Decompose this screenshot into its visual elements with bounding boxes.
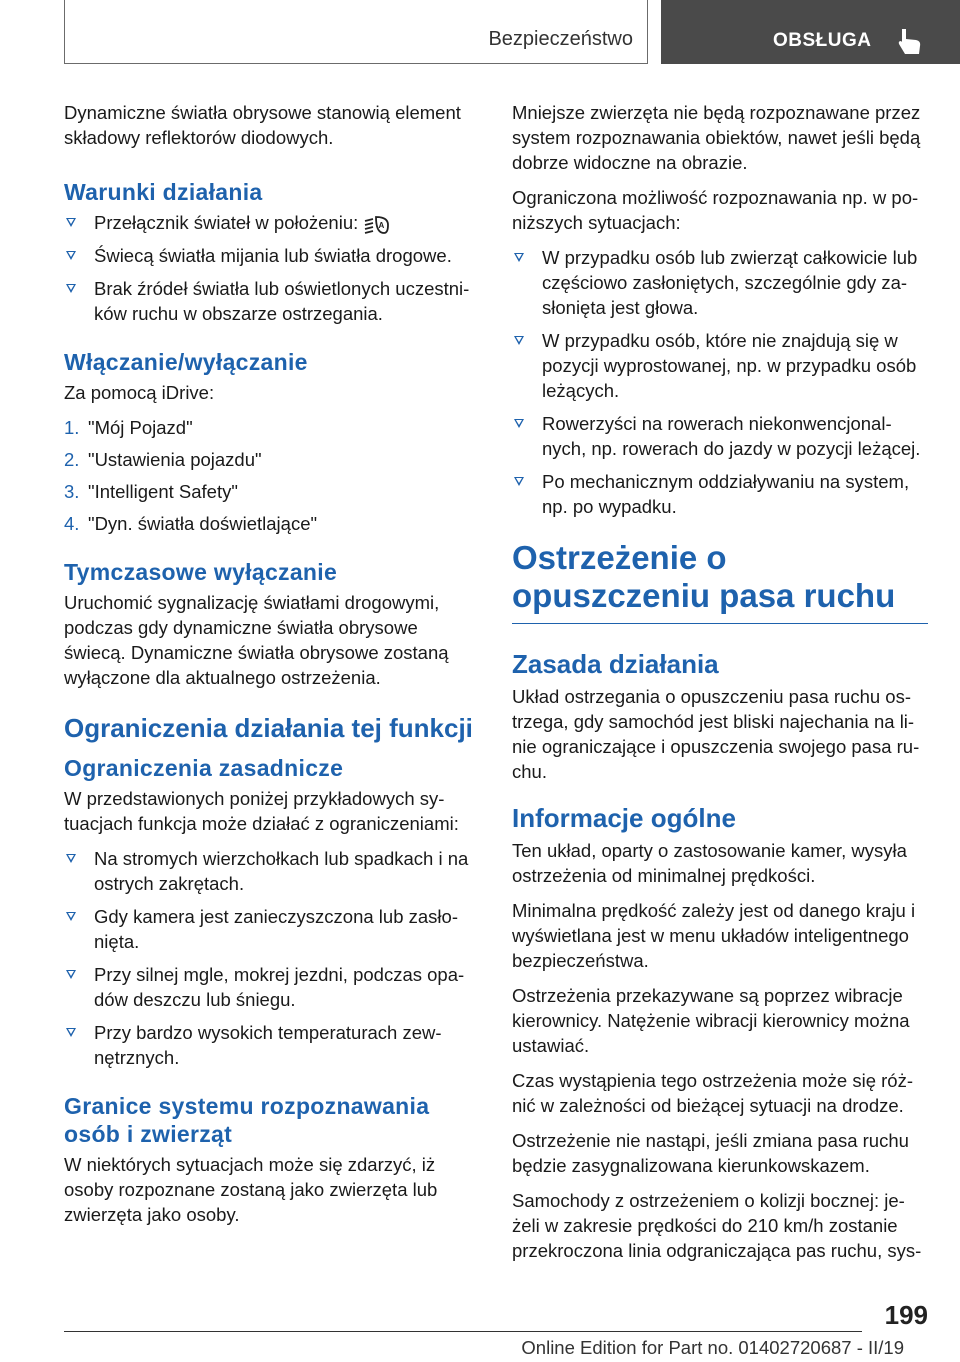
bullet-triangle-icon bbox=[66, 970, 76, 979]
list-item: Po mechanicznym oddziaływaniu na system, np. po wypadku. bbox=[512, 469, 928, 519]
list-item: 3. "Intelligent Safety" bbox=[64, 481, 238, 503]
heading-toggle: Włączanie/wyłączanie bbox=[64, 349, 308, 376]
paragraph: Samochody z ostrzeżeniem o kolizji bocznej: je-żeli w zakresie prędkości do 210 km/h zostanie przekroczona linia odgraniczająca pas ruchu, sys- bbox=[512, 1190, 922, 1261]
chapter-title: OBSŁUGA bbox=[773, 30, 872, 51]
list-item: Gdy kamera jest zanieczyszczona lub zasło-nięta. bbox=[64, 904, 480, 954]
bullet-triangle-icon bbox=[66, 251, 76, 260]
paragraph: Ostrzeżenie nie nastąpi, jeśli zmiana pasa ruchu będzie zasygnalizowana kierunkowskazem. bbox=[512, 1130, 909, 1176]
bullet-triangle-icon bbox=[514, 253, 524, 262]
footer-divider bbox=[64, 1331, 862, 1332]
bullet-triangle-icon bbox=[66, 912, 76, 921]
paragraph: Mniejsze zwierzęta nie będą rozpoznawane przez system rozpoznawania obiektów, nawet jeśli będą dobrze widoczne na obrazie. bbox=[512, 102, 921, 173]
heading-limits: Ograniczenia działania tej funkcji bbox=[64, 713, 473, 744]
limits-list bbox=[64, 846, 480, 1070]
paragraph: Minimalna prędkość zależy jest od danego kraju i wyświetlana jest w menu układów inteligentnego bezpieczeństwa. bbox=[512, 900, 916, 971]
list-item: Przy bardzo wysokich temperaturach zew-nętrznych. bbox=[64, 1020, 480, 1070]
list-item: 4. "Dyn. światła doświetlające" bbox=[64, 513, 318, 535]
list-item: Świecą światła mijania lub światła drogowe. bbox=[64, 243, 480, 268]
intro-paragraph: Dynamiczne światła obrysowe stanowią element składowy reflektorów diodowych. bbox=[64, 102, 461, 148]
paragraph: Ten układ, oparty o zastosowanie kamer, wysyła ostrzeżenia od minimalnej prędkości. bbox=[512, 840, 907, 886]
list-item: Brak źródeł światła lub oświetlonych uczestni-ków ruchu w obszarze ostrzegania. bbox=[64, 276, 480, 326]
heading-general: Informacje ogólne bbox=[512, 803, 736, 833]
bullet-triangle-icon bbox=[66, 218, 76, 227]
page-number: 199 bbox=[884, 1300, 928, 1330]
bullet-triangle-icon bbox=[514, 419, 524, 428]
recognition-paragraph: W niektórych sytuacjach może się zdarzyć, iż osoby rozpoznane zostaną jako zwierzęta lub zwierzęta jako osoby. bbox=[64, 1154, 438, 1226]
right-column bbox=[512, 100, 928, 1273]
list-item: Rowerzyści na rowerach niekonwencjonal-nych, np. rowerach do jazdy w pozycji leżącej. bbox=[512, 411, 928, 461]
list-item: 1. "Mój Pojazd" bbox=[64, 417, 193, 439]
list-item: Przełącznik świateł w położeniu: A bbox=[64, 210, 480, 235]
toggle-paragraph: Za pomocą iDrive: bbox=[64, 382, 215, 404]
svg-text:A: A bbox=[378, 221, 385, 231]
heading-temp: Tymczasowe wyłączanie bbox=[64, 559, 338, 586]
list-item: W przypadku osób lub zwierząt całkowicie lub częściowo zasłoniętych, szczególnie gdy za-słonięta jest głowa. bbox=[512, 245, 928, 320]
principle-paragraph: Układ ostrzegania o opuszczeniu pasa ruchu os-trzega, gdy samochód jest bliski najechania na li-nie ograniczające i opuszczenia swojego pasa ru-chu. bbox=[512, 686, 920, 782]
heading-lane-warning: Ostrzeżenie o opuszczeniu pasa ruchu bbox=[512, 539, 928, 624]
steps-list bbox=[64, 415, 480, 536]
recognition-list bbox=[512, 245, 928, 519]
basic-limits-paragraph: W przedstawionych poniżej przykładowych sy-tuacjach funkcja może działać z ograniczeniami: bbox=[64, 788, 459, 835]
heading-recognition-limits: Granice systemu rozpoznawania osób i zwierząt bbox=[64, 1093, 430, 1148]
bullet-triangle-icon bbox=[66, 1028, 76, 1037]
section-title: Bezpieczeństwo bbox=[488, 28, 633, 50]
heading-conditions: Warunki działania bbox=[64, 179, 263, 205]
section-tab[interactable] bbox=[64, 0, 648, 64]
list-item: Przy silnej mgle, mokrej jezdni, podczas opa-dów deszczu lub śniegu. bbox=[64, 962, 480, 1012]
page-header bbox=[0, 0, 960, 66]
edition-note: Online Edition for Part no. 01402720687 - II/19 bbox=[521, 1337, 904, 1358]
paragraph: Ostrzeżenia przekazywane są poprzez wibracje kierownicy. Natężenie wibracji kierownicy można ustawiać. bbox=[512, 985, 910, 1056]
list-item: Na stromych wierzchołkach lub spadkach i na ostrych zakrętach. bbox=[64, 846, 480, 896]
list-item: W przypadku osób, które nie znajdują się w pozycji wyprostowanej, np. w przypadku osób leżących. bbox=[512, 328, 928, 403]
bullet-triangle-icon bbox=[514, 336, 524, 345]
conditions-list bbox=[64, 210, 480, 326]
left-column bbox=[64, 100, 480, 1237]
paragraph: Ograniczona możliwość rozpoznawania np. w po-niższych sytuacjach: bbox=[512, 187, 919, 233]
hand-pointer-icon bbox=[896, 27, 924, 57]
heading-principle: Zasada działania bbox=[512, 649, 719, 679]
bullet-triangle-icon bbox=[514, 477, 524, 486]
auto-headlight-icon bbox=[364, 213, 390, 235]
temp-paragraph: Uruchomić sygnalizację światłami drogowymi, podczas gdy dynamiczne światła obrysowe świecą. Dynamiczne światła obrysowe zostaną wyłączone dla aktualnego ostrzeżenia. bbox=[64, 592, 449, 689]
bullet-triangle-icon bbox=[66, 284, 76, 293]
heading-basic-limits: Ograniczenia zasadnicze bbox=[64, 755, 344, 782]
paragraph: Czas wystąpienia tego ostrzeżenia może się róż-nić w zależności od bieżącej sytuacji na drodze. bbox=[512, 1070, 914, 1116]
list-item: 2. "Ustawienia pojazdu" bbox=[64, 449, 262, 471]
bullet-triangle-icon bbox=[66, 854, 76, 863]
